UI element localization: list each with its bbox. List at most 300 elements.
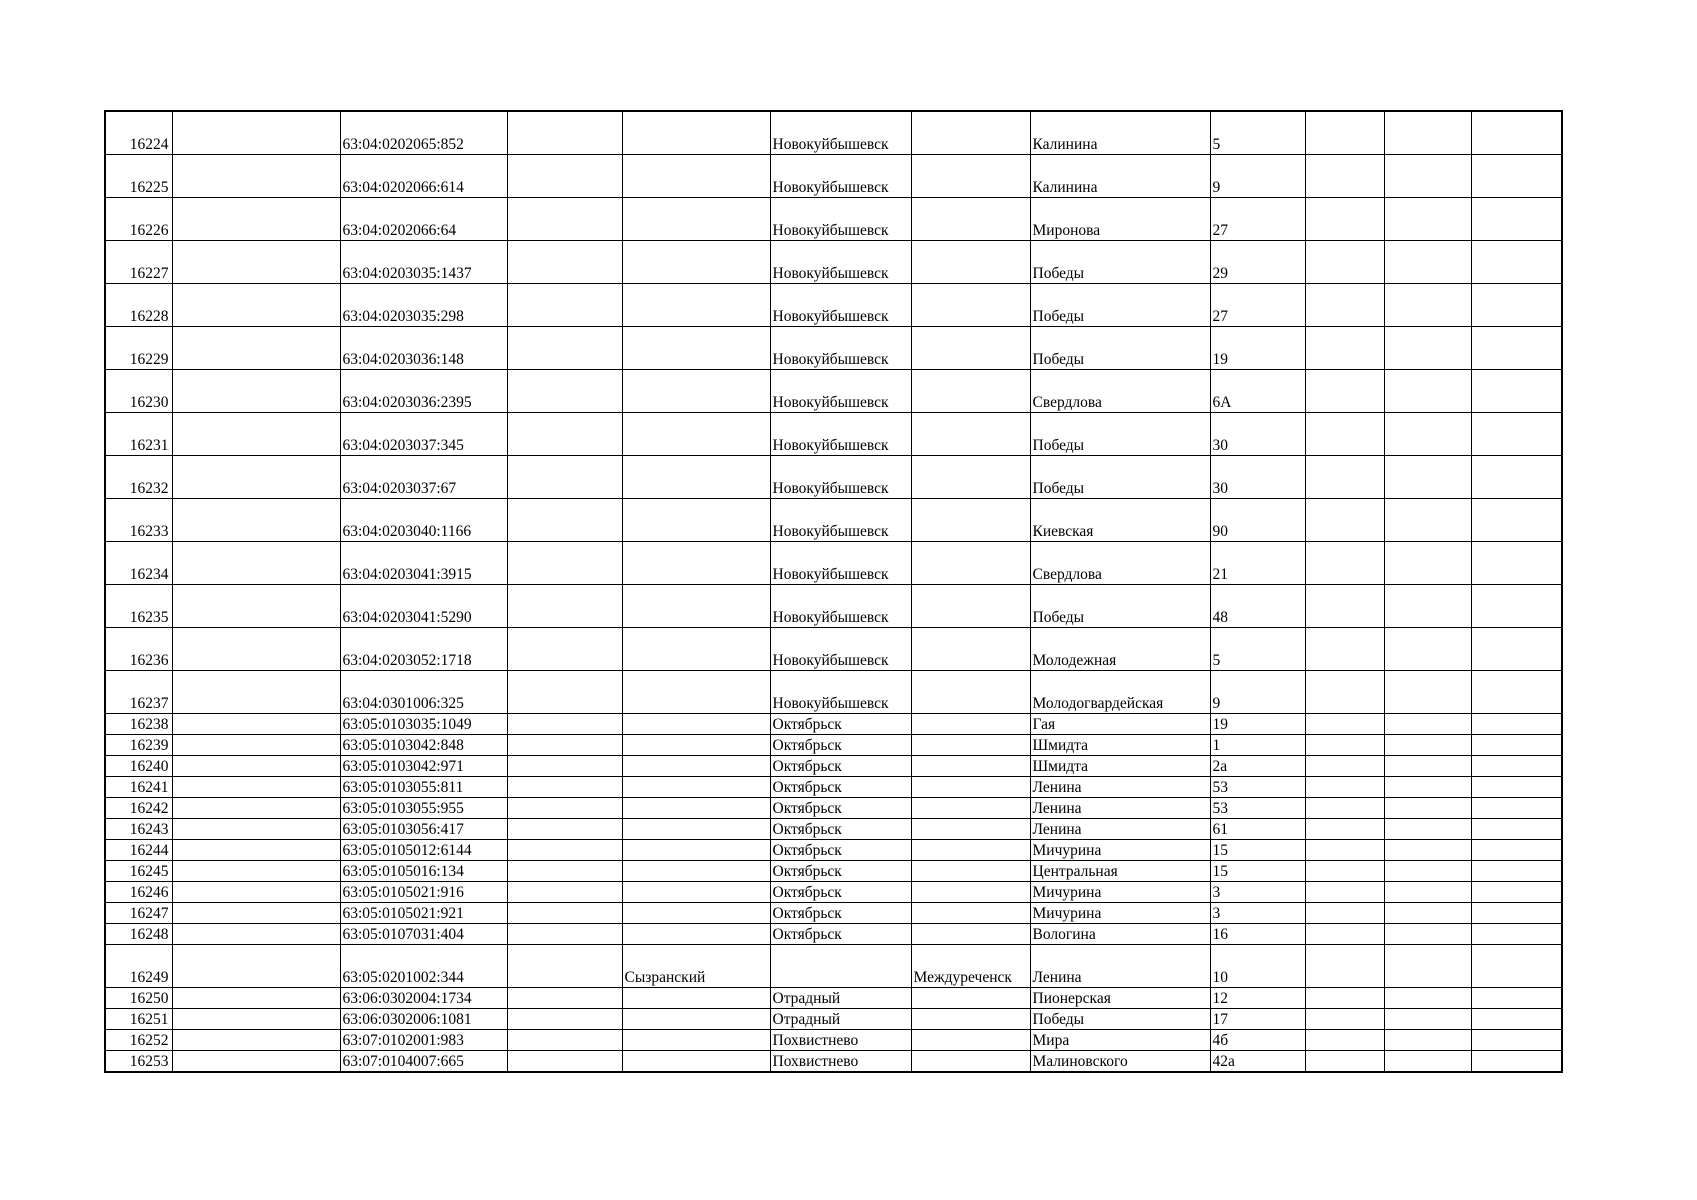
table-row: [105, 671, 1562, 714]
empty-cell: [1384, 882, 1471, 903]
district-cell: [622, 819, 770, 840]
empty-cell: [1471, 945, 1562, 988]
settlement-cell: [911, 370, 1030, 413]
empty-cell: [1305, 840, 1384, 861]
empty-cell: [507, 155, 622, 198]
house-cell: 53: [1210, 798, 1305, 819]
city-cell: Новокуйбышевск: [770, 456, 911, 499]
empty-cell: [507, 499, 622, 542]
street-cell: Шмидта: [1030, 735, 1210, 756]
empty-cell: [1305, 735, 1384, 756]
row-number-cell: 16225: [105, 155, 172, 198]
street-cell: Молодогвардейская: [1030, 671, 1210, 714]
cadastral-number-cell: 63:04:0203035:298: [340, 284, 507, 327]
street-cell: Победы: [1030, 284, 1210, 327]
row-number-cell: 16242: [105, 798, 172, 819]
table-row: [105, 840, 1562, 861]
settlement-cell: Междуреченск: [911, 945, 1030, 988]
house-cell: 48: [1210, 585, 1305, 628]
district-cell: [622, 1051, 770, 1073]
settlement-cell: [911, 714, 1030, 735]
empty-cell: [1384, 840, 1471, 861]
street-cell: Ленина: [1030, 777, 1210, 798]
settlement-cell: [911, 671, 1030, 714]
empty-cell: [507, 1030, 622, 1051]
empty-cell: [172, 735, 340, 756]
table-row: [105, 198, 1562, 241]
row-number-cell: 16234: [105, 542, 172, 585]
settlement-cell: [911, 542, 1030, 585]
empty-cell: [1305, 988, 1384, 1009]
district-cell: [622, 714, 770, 735]
empty-cell: [507, 1009, 622, 1030]
empty-cell: [172, 798, 340, 819]
empty-cell: [1471, 111, 1562, 155]
house-cell: 30: [1210, 456, 1305, 499]
city-cell: Октябрьск: [770, 903, 911, 924]
empty-cell: [507, 861, 622, 882]
cadastral-number-cell: 63:05:0107031:404: [340, 924, 507, 945]
cadastral-number-cell: 63:05:0103056:417: [340, 819, 507, 840]
city-cell: Октябрьск: [770, 882, 911, 903]
settlement-cell: [911, 924, 1030, 945]
street-cell: Мичурина: [1030, 903, 1210, 924]
city-cell: Новокуйбышевск: [770, 284, 911, 327]
city-cell: Новокуйбышевск: [770, 628, 911, 671]
table-row: [105, 241, 1562, 284]
table-row: [105, 735, 1562, 756]
row-number-cell: 16246: [105, 882, 172, 903]
row-number-cell: 16226: [105, 198, 172, 241]
empty-cell: [1384, 819, 1471, 840]
table-row: [105, 585, 1562, 628]
empty-cell: [1471, 198, 1562, 241]
empty-cell: [1305, 756, 1384, 777]
empty-cell: [1471, 840, 1562, 861]
cadastral-number-cell: 63:04:0202065:852: [340, 111, 507, 155]
empty-cell: [1384, 155, 1471, 198]
house-cell: 90: [1210, 499, 1305, 542]
row-number-cell: 16240: [105, 756, 172, 777]
street-cell: Киевская: [1030, 499, 1210, 542]
row-number-cell: 16228: [105, 284, 172, 327]
city-cell: Новокуйбышевск: [770, 499, 911, 542]
district-cell: [622, 735, 770, 756]
empty-cell: [507, 241, 622, 284]
table-row: [105, 861, 1562, 882]
table-row: [105, 882, 1562, 903]
settlement-cell: [911, 903, 1030, 924]
row-number-cell: 16237: [105, 671, 172, 714]
empty-cell: [1471, 714, 1562, 735]
empty-cell: [1471, 456, 1562, 499]
empty-cell: [172, 714, 340, 735]
row-number-cell: 16224: [105, 111, 172, 155]
house-cell: 9: [1210, 671, 1305, 714]
empty-cell: [507, 819, 622, 840]
empty-cell: [1471, 798, 1562, 819]
city-cell: Октябрьск: [770, 756, 911, 777]
street-cell: Ленина: [1030, 819, 1210, 840]
street-cell: Малиновского: [1030, 1051, 1210, 1073]
empty-cell: [1471, 924, 1562, 945]
empty-cell: [1305, 714, 1384, 735]
street-cell: Калинина: [1030, 155, 1210, 198]
empty-cell: [1471, 882, 1562, 903]
row-number-cell: 16239: [105, 735, 172, 756]
house-cell: 53: [1210, 777, 1305, 798]
cadastral-number-cell: 63:04:0203052:1718: [340, 628, 507, 671]
cadastral-number-cell: 63:05:0103035:1049: [340, 714, 507, 735]
empty-cell: [172, 155, 340, 198]
table-row: [105, 1030, 1562, 1051]
empty-cell: [172, 499, 340, 542]
cadastral-number-cell: 63:04:0203041:5290: [340, 585, 507, 628]
city-cell: Новокуйбышевск: [770, 198, 911, 241]
empty-cell: [507, 924, 622, 945]
cadastral-number-cell: 63:07:0102001:983: [340, 1030, 507, 1051]
empty-cell: [172, 241, 340, 284]
street-cell: Мира: [1030, 1030, 1210, 1051]
empty-cell: [1305, 777, 1384, 798]
cadastral-number-cell: 63:04:0203037:67: [340, 456, 507, 499]
district-cell: [622, 861, 770, 882]
row-number-cell: 16251: [105, 1009, 172, 1030]
cadastral-number-cell: 63:05:0105016:134: [340, 861, 507, 882]
table-row: [105, 628, 1562, 671]
city-cell: Отрадный: [770, 988, 911, 1009]
cadastral-number-cell: 63:05:0201002:344: [340, 945, 507, 988]
empty-cell: [1305, 628, 1384, 671]
table-row: [105, 903, 1562, 924]
empty-cell: [1384, 903, 1471, 924]
settlement-cell: [911, 840, 1030, 861]
house-cell: 16: [1210, 924, 1305, 945]
row-number-cell: 16249: [105, 945, 172, 988]
empty-cell: [1305, 284, 1384, 327]
street-cell: Миронова: [1030, 198, 1210, 241]
cadastral-number-cell: 63:04:0203036:2395: [340, 370, 507, 413]
empty-cell: [1384, 735, 1471, 756]
empty-cell: [172, 840, 340, 861]
city-cell: Новокуйбышевск: [770, 585, 911, 628]
district-cell: [622, 456, 770, 499]
district-cell: [622, 198, 770, 241]
street-cell: Победы: [1030, 585, 1210, 628]
empty-cell: [1305, 924, 1384, 945]
empty-cell: [1471, 1051, 1562, 1073]
empty-cell: [507, 988, 622, 1009]
empty-cell: [507, 111, 622, 155]
empty-cell: [1384, 756, 1471, 777]
empty-cell: [172, 756, 340, 777]
empty-cell: [172, 585, 340, 628]
settlement-cell: [911, 1030, 1030, 1051]
row-number-cell: 16241: [105, 777, 172, 798]
cadastral-number-cell: 63:05:0105012:6144: [340, 840, 507, 861]
settlement-cell: [911, 499, 1030, 542]
cadastral-number-cell: 63:05:0103055:955: [340, 798, 507, 819]
empty-cell: [1305, 241, 1384, 284]
empty-cell: [1305, 903, 1384, 924]
settlement-cell: [911, 198, 1030, 241]
district-cell: [622, 924, 770, 945]
district-cell: [622, 628, 770, 671]
empty-cell: [507, 945, 622, 988]
settlement-cell: [911, 882, 1030, 903]
empty-cell: [1384, 1030, 1471, 1051]
empty-cell: [507, 628, 622, 671]
empty-cell: [1384, 327, 1471, 370]
empty-cell: [1305, 542, 1384, 585]
table-row: [105, 413, 1562, 456]
empty-cell: [507, 542, 622, 585]
empty-cell: [172, 924, 340, 945]
empty-cell: [1471, 988, 1562, 1009]
city-cell: Похвистнево: [770, 1051, 911, 1073]
empty-cell: [507, 1051, 622, 1073]
empty-cell: [1471, 327, 1562, 370]
empty-cell: [1305, 945, 1384, 988]
district-cell: [622, 585, 770, 628]
empty-cell: [507, 882, 622, 903]
city-cell: Новокуйбышевск: [770, 327, 911, 370]
cadastral-number-cell: 63:07:0104007:665: [340, 1051, 507, 1073]
house-cell: 30: [1210, 413, 1305, 456]
cadastral-number-cell: 63:04:0203037:345: [340, 413, 507, 456]
settlement-cell: [911, 413, 1030, 456]
street-cell: Свердлова: [1030, 542, 1210, 585]
empty-cell: [1471, 155, 1562, 198]
house-cell: 3: [1210, 882, 1305, 903]
table-row: [105, 456, 1562, 499]
street-cell: Вологина: [1030, 924, 1210, 945]
empty-cell: [507, 714, 622, 735]
city-cell: Отрадный: [770, 1009, 911, 1030]
house-cell: 19: [1210, 714, 1305, 735]
street-cell: Победы: [1030, 241, 1210, 284]
empty-cell: [507, 370, 622, 413]
street-cell: Свердлова: [1030, 370, 1210, 413]
city-cell: Октябрьск: [770, 924, 911, 945]
settlement-cell: [911, 456, 1030, 499]
street-cell: Центральная: [1030, 861, 1210, 882]
cadastral-number-cell: 63:04:0301006:325: [340, 671, 507, 714]
empty-cell: [172, 1009, 340, 1030]
street-cell: Молодежная: [1030, 628, 1210, 671]
house-cell: 61: [1210, 819, 1305, 840]
empty-cell: [172, 819, 340, 840]
district-cell: [622, 798, 770, 819]
empty-cell: [1305, 798, 1384, 819]
cadastral-number-cell: 63:05:0103042:971: [340, 756, 507, 777]
settlement-cell: [911, 819, 1030, 840]
city-cell: Октябрьск: [770, 735, 911, 756]
house-cell: 5: [1210, 628, 1305, 671]
table-row: [105, 714, 1562, 735]
empty-cell: [1305, 882, 1384, 903]
row-number-cell: 16229: [105, 327, 172, 370]
empty-cell: [507, 903, 622, 924]
city-cell: Новокуйбышевск: [770, 155, 911, 198]
empty-cell: [172, 861, 340, 882]
table-row: [105, 988, 1562, 1009]
street-cell: Ленина: [1030, 798, 1210, 819]
row-number-cell: 16245: [105, 861, 172, 882]
registry-table: [104, 110, 1563, 1073]
district-cell: Сызранский: [622, 945, 770, 988]
empty-cell: [507, 777, 622, 798]
district-cell: [622, 155, 770, 198]
table-body: [105, 111, 1562, 1072]
table-row: [105, 924, 1562, 945]
district-cell: [622, 882, 770, 903]
empty-cell: [1384, 198, 1471, 241]
district-cell: [622, 671, 770, 714]
street-cell: Победы: [1030, 456, 1210, 499]
empty-cell: [1384, 241, 1471, 284]
empty-cell: [1384, 924, 1471, 945]
row-number-cell: 16235: [105, 585, 172, 628]
settlement-cell: [911, 1009, 1030, 1030]
street-cell: Победы: [1030, 413, 1210, 456]
empty-cell: [1471, 628, 1562, 671]
empty-cell: [1471, 542, 1562, 585]
empty-cell: [507, 413, 622, 456]
row-number-cell: 16238: [105, 714, 172, 735]
house-cell: 10: [1210, 945, 1305, 988]
house-cell: 19: [1210, 327, 1305, 370]
empty-cell: [507, 756, 622, 777]
street-cell: Ленина: [1030, 945, 1210, 988]
row-number-cell: 16233: [105, 499, 172, 542]
empty-cell: [172, 1051, 340, 1073]
district-cell: [622, 542, 770, 585]
cadastral-number-cell: 63:04:0203036:148: [340, 327, 507, 370]
empty-cell: [1384, 1009, 1471, 1030]
empty-cell: [1471, 671, 1562, 714]
city-cell: [770, 945, 911, 988]
district-cell: [622, 1009, 770, 1030]
settlement-cell: [911, 1051, 1030, 1073]
empty-cell: [172, 903, 340, 924]
empty-cell: [1305, 111, 1384, 155]
district-cell: [622, 756, 770, 777]
empty-cell: [1305, 819, 1384, 840]
empty-cell: [1305, 413, 1384, 456]
cadastral-number-cell: 63:06:0302006:1081: [340, 1009, 507, 1030]
empty-cell: [507, 671, 622, 714]
empty-cell: [1305, 1051, 1384, 1073]
row-number-cell: 16248: [105, 924, 172, 945]
district-cell: [622, 988, 770, 1009]
empty-cell: [507, 198, 622, 241]
row-number-cell: 16231: [105, 413, 172, 456]
house-cell: 15: [1210, 861, 1305, 882]
table-row: [105, 327, 1562, 370]
district-cell: [622, 111, 770, 155]
empty-cell: [1384, 798, 1471, 819]
city-cell: Новокуйбышевск: [770, 111, 911, 155]
cadastral-number-cell: 63:04:0202066:614: [340, 155, 507, 198]
house-cell: 9: [1210, 155, 1305, 198]
empty-cell: [172, 882, 340, 903]
city-cell: Новокуйбышевск: [770, 241, 911, 284]
district-cell: [622, 413, 770, 456]
empty-cell: [172, 988, 340, 1009]
settlement-cell: [911, 988, 1030, 1009]
cadastral-number-cell: 63:05:0103042:848: [340, 735, 507, 756]
table-row: [105, 1051, 1562, 1073]
table-row: [105, 777, 1562, 798]
row-number-cell: 16232: [105, 456, 172, 499]
empty-cell: [172, 327, 340, 370]
house-cell: 27: [1210, 198, 1305, 241]
district-cell: [622, 327, 770, 370]
table-row: [105, 819, 1562, 840]
empty-cell: [1305, 155, 1384, 198]
empty-cell: [1384, 714, 1471, 735]
empty-cell: [1384, 988, 1471, 1009]
empty-cell: [172, 198, 340, 241]
house-cell: 12: [1210, 988, 1305, 1009]
empty-cell: [1471, 499, 1562, 542]
empty-cell: [507, 284, 622, 327]
empty-cell: [1471, 241, 1562, 284]
empty-cell: [1384, 861, 1471, 882]
settlement-cell: [911, 628, 1030, 671]
settlement-cell: [911, 777, 1030, 798]
cadastral-number-cell: 63:04:0203041:3915: [340, 542, 507, 585]
empty-cell: [1471, 735, 1562, 756]
settlement-cell: [911, 111, 1030, 155]
house-cell: 6А: [1210, 370, 1305, 413]
table-row: [105, 756, 1562, 777]
empty-cell: [172, 284, 340, 327]
district-cell: [622, 241, 770, 284]
empty-cell: [172, 370, 340, 413]
empty-cell: [1471, 413, 1562, 456]
empty-cell: [1384, 1051, 1471, 1073]
settlement-cell: [911, 798, 1030, 819]
row-number-cell: 16253: [105, 1051, 172, 1073]
empty-cell: [1471, 370, 1562, 413]
street-cell: Шмидта: [1030, 756, 1210, 777]
empty-cell: [172, 111, 340, 155]
empty-cell: [1471, 284, 1562, 327]
row-number-cell: 16236: [105, 628, 172, 671]
empty-cell: [1471, 777, 1562, 798]
district-cell: [622, 777, 770, 798]
empty-cell: [172, 628, 340, 671]
empty-cell: [507, 840, 622, 861]
empty-cell: [1471, 756, 1562, 777]
cadastral-number-cell: 63:04:0203040:1166: [340, 499, 507, 542]
empty-cell: [1384, 456, 1471, 499]
cadastral-number-cell: 63:04:0202066:64: [340, 198, 507, 241]
house-cell: 4б: [1210, 1030, 1305, 1051]
row-number-cell: 16227: [105, 241, 172, 284]
house-cell: 1: [1210, 735, 1305, 756]
empty-cell: [1305, 1009, 1384, 1030]
cadastral-number-cell: 63:05:0105021:921: [340, 903, 507, 924]
settlement-cell: [911, 327, 1030, 370]
street-cell: Победы: [1030, 327, 1210, 370]
empty-cell: [1384, 111, 1471, 155]
empty-cell: [1384, 413, 1471, 456]
city-cell: Новокуйбышевск: [770, 542, 911, 585]
settlement-cell: [911, 241, 1030, 284]
